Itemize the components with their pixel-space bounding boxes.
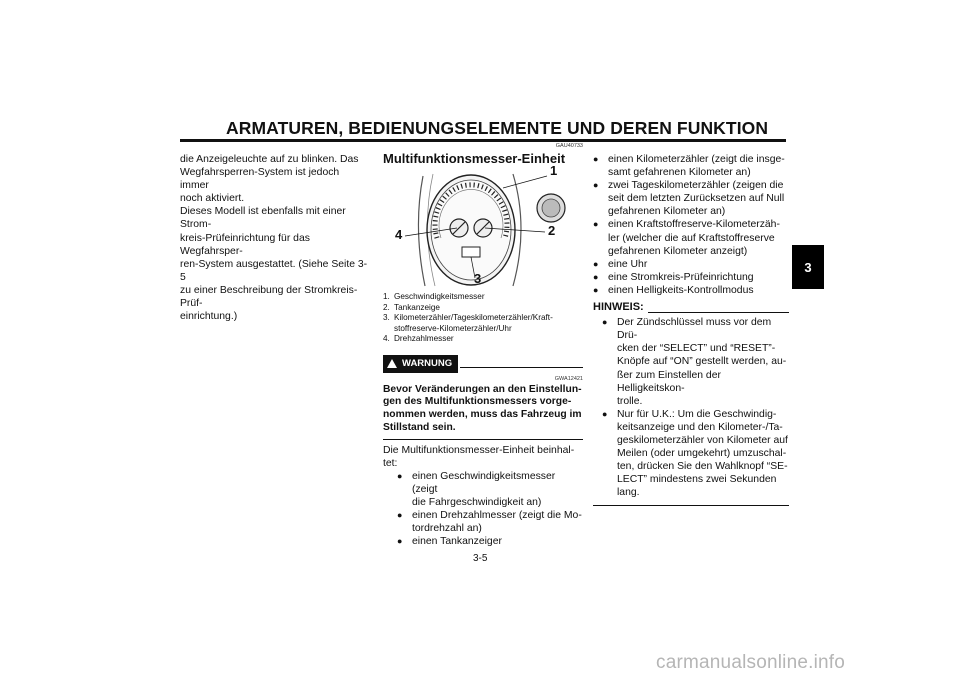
caption-item: 4. Drehzahlmesser — [383, 334, 454, 343]
callout-1: 1 — [550, 163, 558, 178]
callout-3: 3 — [474, 271, 482, 286]
callout-4: 4 — [395, 227, 403, 242]
column-1 — [180, 153, 370, 323]
list-item: ● eine Stromkreis-Prüfeinrichtung — [593, 271, 754, 283]
text-line: die Anzeigeleuchte auf zu blinken. Das — [180, 154, 359, 165]
bullet-icon: ● — [602, 317, 608, 328]
bullet-icon: ● — [602, 408, 608, 419]
feature-bullet-list — [593, 153, 789, 297]
caption-item: 1. Geschwindigkeitsmesser — [383, 292, 485, 301]
list-item: ● einen Kraftstoffreserve-Kilometerzäh- ler (welcher die auf Kraftstoffreserve gefahrenen Kilometer anzeigt) — [593, 219, 780, 257]
warning-code: GWA12421 — [554, 375, 583, 382]
bullet-icon: ● — [593, 180, 599, 191]
warning-icon — [387, 359, 397, 368]
chapter-tab: 3 — [792, 245, 824, 289]
intro-bullet-list — [383, 470, 583, 549]
note-rule — [648, 312, 789, 313]
watermark: carmanualsonline.info — [656, 652, 846, 673]
bullet-icon: ● — [593, 258, 599, 269]
list-item: ● einen Drehzahlmesser (zeigt die Mo- tordrehzahl an) — [397, 510, 582, 535]
caption-item: 3. Kilometerzähler/Tageskilometerzähler/Kraft- — [383, 313, 553, 322]
bullet-icon: ● — [397, 510, 403, 521]
header-rule — [180, 139, 786, 142]
list-item: ● Nur für U.K.: Um die Geschwindig- keitsanzeige und den Kilometer-/Ta- geskilometerzähler von Kilometer auf Meilen (oder umgekehrt) umzuschal- ten, drücken Sie den Wahlknopf “SE- LECT” mindestens zwei Sekunden lang. — [602, 408, 788, 499]
warning-header — [383, 355, 583, 373]
list-item: ● Der Zündschlüssel muss vor dem Drü- cken der “SELECT” und “RESET”- Knöpfe auf “ON” gestellt werden, au- ßer zum Einstellen der Helligkeitskon- trolle. — [602, 317, 787, 407]
text-line: zu einer Beschreibung der Stromkreis-Prüf- — [180, 284, 358, 310]
callout-2: 2 — [548, 223, 556, 238]
note-bullet-list — [593, 316, 789, 499]
figure-captions — [383, 292, 583, 345]
text-line: einrichtung.) — [180, 311, 238, 323]
list-item: ● eine Uhr — [593, 258, 648, 270]
bullet-icon: ● — [397, 536, 403, 547]
text-line: noch aktiviert. — [180, 193, 245, 205]
note-header — [593, 301, 789, 314]
warning-text: Bevor Veränderungen an den Einstellun- gen des Multifunktionsmessers vorge- nommen werden, muss das Fahrzeug im Stillstand sein. — [383, 383, 582, 433]
list-item: ● einen Helligkeits-Kontrollmodus — [593, 284, 754, 296]
page-number: 3-5 — [473, 553, 488, 564]
section-title: Multifunktionsmesser-Einheit — [383, 151, 566, 166]
note-title: HINWEIS: — [593, 301, 644, 314]
text-line: Wegfahrsperren-System ist jedoch immer — [180, 167, 340, 192]
column-2 — [383, 143, 583, 548]
column-3 — [593, 153, 789, 506]
warning-badge: WARNUNG — [383, 355, 458, 373]
text-line: Dieses Modell ist ebenfalls mit einer Strom- — [180, 206, 346, 231]
bullet-icon: ● — [593, 271, 599, 282]
caption-item: 2. Tankanzeige — [383, 302, 440, 312]
section-code: GAU40733 — [555, 143, 583, 149]
warning-rule — [460, 367, 583, 368]
caption-item: stoffreserve-Kilometerzähler/Uhr — [394, 323, 512, 333]
text-line: ren-System ausgestattet. (Siehe Seite 3-5 — [180, 258, 368, 283]
list-item: ● einen Geschwindigkeitsmesser (zeigt die Fahrgeschwindigkeit an) — [397, 470, 556, 509]
bullet-icon: ● — [397, 470, 403, 481]
list-item: ● einen Tankanzeiger — [397, 536, 502, 548]
page-header-title: ARMATUREN, BEDIENUNGSELEMENTE UND DEREN FUNKTION — [226, 118, 769, 138]
bullet-icon: ● — [593, 154, 599, 164]
list-item: ● zwei Tageskilometerzähler (zeigen die seit dem letzten Zurücksetzen auf Null gefahrenen Kilometer an) — [593, 180, 785, 218]
list-item: ● einen Kilometerzähler (zeigt die insge- samt gefahrenen Kilometer an) — [593, 154, 785, 179]
text-line: kreis-Prüfeinrichtung für das Wegfahrsper- — [180, 232, 310, 257]
intro-text: Die Multifunktionsmesser-Einheit beinhal- tet: — [383, 444, 575, 469]
bullet-icon: ● — [593, 219, 599, 230]
note-end-rule — [593, 505, 789, 506]
bullet-icon: ● — [593, 284, 599, 295]
warning-end-rule — [383, 439, 583, 440]
instrument-figure — [383, 163, 583, 288]
